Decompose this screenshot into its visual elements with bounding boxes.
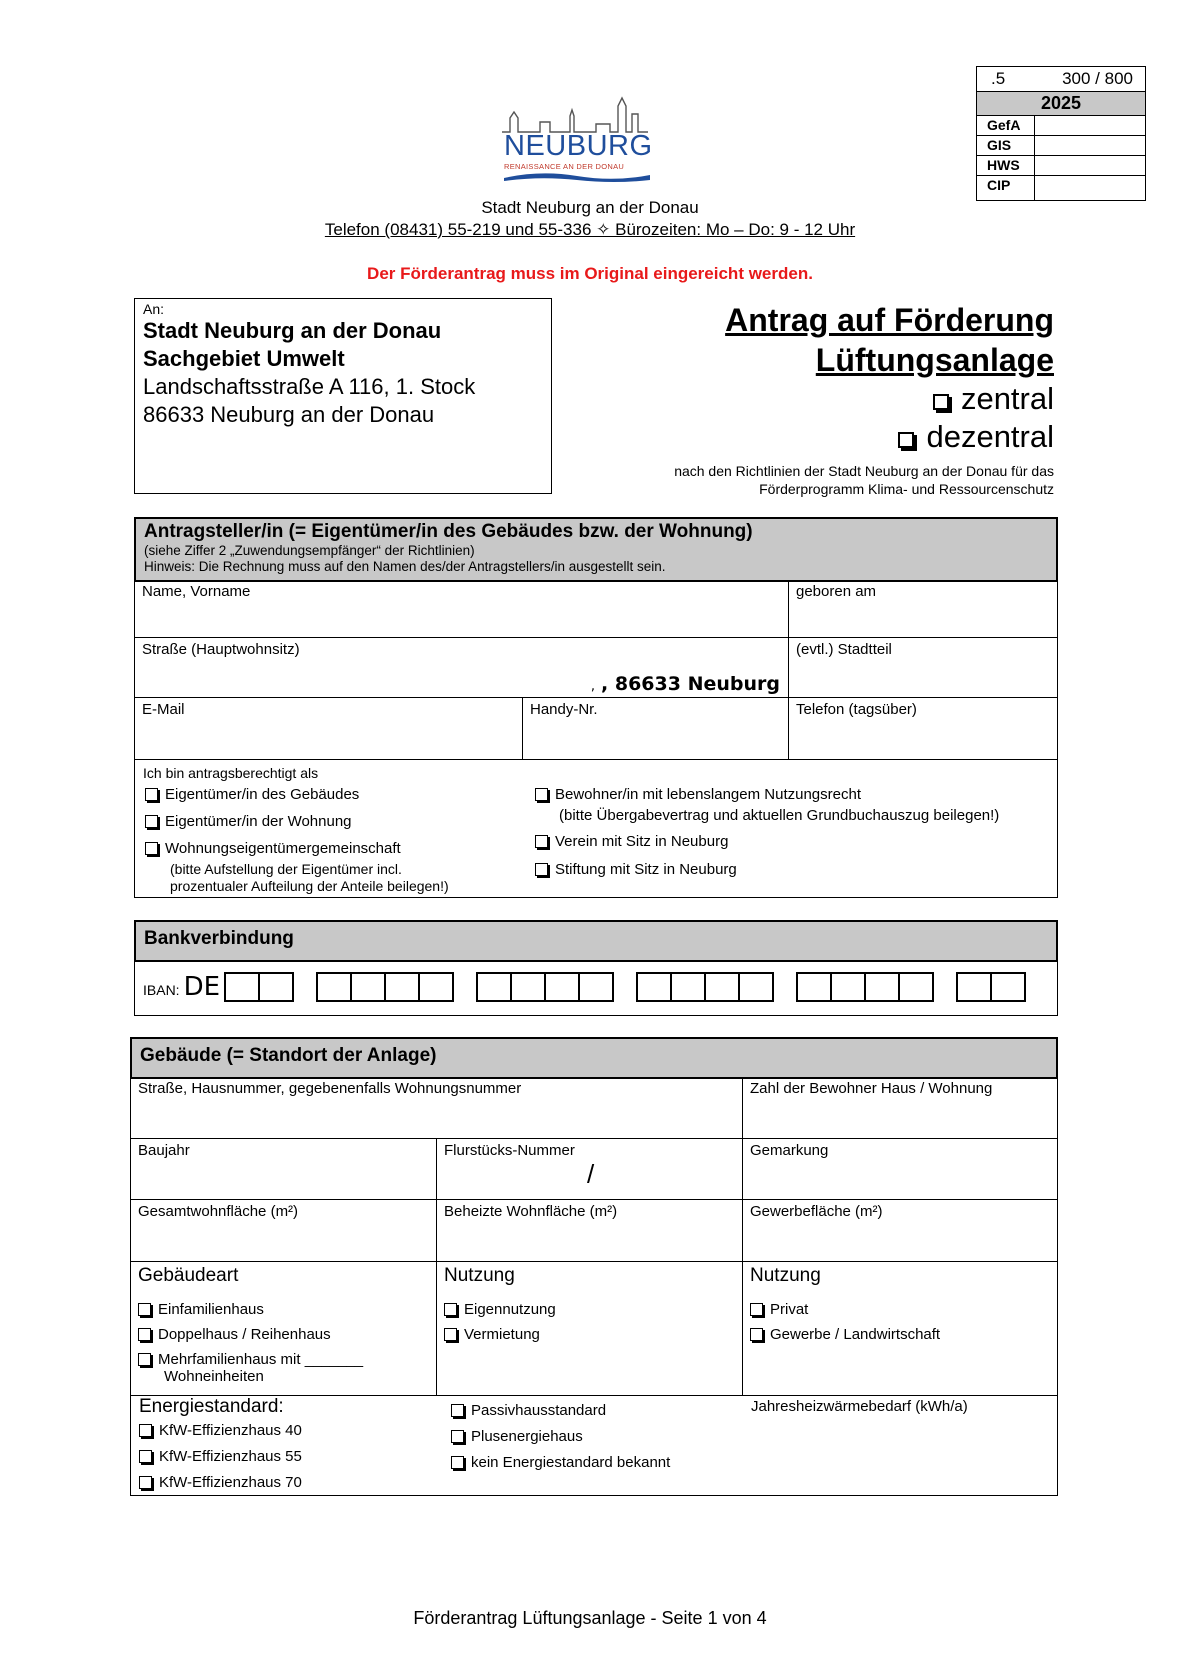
address-line1: Stadt Neuburg an der Donau — [143, 318, 442, 343]
option-kfw55[interactable] — [139, 1448, 302, 1465]
office-ref-left: .5 — [991, 69, 1006, 88]
resident-note: (bitte Übergabevertrag und aktuellen Grundbuchauszug beilegen!) — [559, 807, 1000, 824]
option-kfw70-label: KfW-Effizienzhaus 70 — [159, 1474, 302, 1491]
field-district-label: (evtl.) Stadtteil — [796, 641, 892, 658]
field-building-street-label: Straße, Hausnummer, gegebenenfalls Wohnungsnummer — [138, 1080, 522, 1097]
usage-type-group — [743, 1262, 1057, 1396]
eligibility-label: Ich bin antragsberechtigt als — [143, 765, 319, 781]
option-kfw70[interactable] — [139, 1474, 302, 1491]
applicant-note1: (siehe Ziffer 2 „Zuwendungsempfänger“ der Richtlinien) — [144, 543, 475, 558]
checkbox-owner-flat[interactable] — [145, 815, 158, 828]
option-plus-energy-label: Plusenergiehaus — [471, 1428, 583, 1445]
field-commercial-area[interactable] — [743, 1200, 1057, 1262]
option-no-standard[interactable] — [451, 1454, 670, 1471]
original-warning: Der Förderantrag muss im Original eingereicht werden. — [367, 264, 813, 283]
iban-row — [143, 972, 1026, 1002]
option-owner-building[interactable] — [145, 786, 359, 803]
address-line2: Sachgebiet Umwelt — [143, 346, 345, 371]
option-resident-label: Bewohner/in mit lebenslangem Nutzungsrecht — [555, 786, 861, 803]
header-city: Stadt Neuburg an der Donau — [481, 198, 699, 217]
option-passive-house[interactable] — [451, 1402, 606, 1419]
field-heat-demand-label: Jahresheizwärmebedarf (kWh/a) — [751, 1398, 968, 1415]
office-row-gis: GIS — [977, 136, 1035, 155]
option-own-use[interactable] — [444, 1301, 735, 1318]
office-row-cip: CIP — [977, 176, 1035, 200]
option-multi-family-label: Mehrfamilienhaus mit _______ — [158, 1351, 364, 1368]
energy-standard-group — [131, 1396, 1057, 1496]
field-phone[interactable] — [789, 698, 1057, 760]
option-semi-detached-label: Doppelhaus / Reihenhaus — [158, 1326, 331, 1343]
iban-group-1[interactable] — [316, 972, 454, 1002]
field-email-label: E-Mail — [142, 701, 185, 718]
field-total-area-label: Gesamtwohnfläche (m²) — [138, 1203, 299, 1220]
building-type-group — [131, 1262, 437, 1396]
checkbox-kfw55[interactable] — [139, 1450, 152, 1463]
iban-prefix: DE — [183, 972, 221, 1002]
field-street-label: Straße (Hauptwohnsitz) — [142, 641, 300, 658]
building-type-head: Gebäudeart — [138, 1265, 239, 1286]
option-semi-detached[interactable] — [138, 1326, 429, 1343]
logo-tagline: RENAISSANCE AN DER DONAU — [504, 162, 625, 171]
field-name[interactable] — [135, 580, 789, 638]
office-row-hws: HWS — [977, 156, 1035, 175]
option-club-label: Verein mit Sitz in Neuburg — [555, 833, 729, 850]
option-single-family[interactable] — [138, 1301, 429, 1318]
option-kfw40[interactable] — [139, 1422, 302, 1439]
field-parcel-number[interactable] — [437, 1139, 743, 1200]
checkbox-passive-house[interactable] — [451, 1404, 464, 1417]
option-multi-family[interactable] — [138, 1351, 429, 1368]
office-use-box — [976, 66, 1146, 201]
recipient-address — [134, 298, 552, 494]
checkbox-zentral[interactable] — [933, 394, 949, 410]
skyline-icon — [500, 92, 650, 134]
address-line4: 86633 Neuburg an der Donau — [143, 402, 435, 427]
guideline-note-2: Förderprogramm Klima- und Ressourcenschutz — [759, 481, 1054, 497]
logo-wordmark: NEUBURG — [504, 130, 653, 162]
building-head: Gebäude (= Standort der Anlage) — [140, 1045, 437, 1066]
checkbox-rental[interactable] — [444, 1328, 457, 1341]
field-gemarkung[interactable] — [743, 1139, 1057, 1200]
iban-group-3[interactable] — [636, 972, 774, 1002]
field-district[interactable] — [789, 638, 1057, 698]
field-name-label: Name, Vorname — [142, 583, 251, 600]
option-zentral-label: zentral — [960, 381, 1054, 416]
field-heat-demand[interactable] — [751, 1398, 968, 1415]
iban-group-4[interactable] — [796, 972, 934, 1002]
checkbox-kfw40[interactable] — [139, 1424, 152, 1437]
office-ref-right: 300 / 800 — [1062, 69, 1133, 88]
office-row-gefa: GefA — [977, 116, 1035, 135]
address-to: An: — [143, 301, 165, 317]
field-phone-label: Telefon (tagsüber) — [796, 701, 917, 718]
option-zentral[interactable] — [674, 380, 1054, 418]
option-single-family-label: Einfamilienhaus — [158, 1301, 264, 1318]
option-dezentral[interactable] — [674, 418, 1054, 456]
option-weg-label: Wohnungseigentümergemeinschaft — [165, 840, 401, 857]
option-no-standard-label: kein Energiestandard bekannt — [471, 1454, 671, 1471]
option-plus-energy[interactable] — [451, 1428, 583, 1445]
option-passive-house-label: Passivhausstandard — [471, 1402, 607, 1419]
option-resident[interactable] — [535, 786, 861, 803]
street-prefill: , 86633 Neuburg — [601, 673, 780, 695]
weg-note-1: (bitte Aufstellung der Eigentümer incl. — [170, 861, 402, 877]
field-commercial-area-label: Gewerbefläche (m²) — [750, 1203, 883, 1220]
usage-group — [437, 1262, 743, 1396]
field-residents[interactable] — [743, 1077, 1057, 1139]
iban-group-5[interactable] — [956, 972, 1026, 1002]
bank-section — [134, 960, 1058, 1016]
field-construction-year[interactable] — [131, 1139, 437, 1200]
energy-standard-head: Energiestandard: — [139, 1396, 284, 1417]
page-footer: Förderantrag Lüftungsanlage - Seite 1 von 4 — [413, 1608, 767, 1628]
option-rental-label: Vermietung — [464, 1326, 540, 1343]
applicant-note2: Hinweis: Die Rechnung muss auf den Namen des/der Antragstellers/in ausgestellt sein. — [144, 559, 666, 574]
iban-check-digits[interactable] — [224, 972, 294, 1002]
field-gemarkung-label: Gemarkung — [750, 1142, 829, 1159]
field-mobile-label: Handy-Nr. — [530, 701, 598, 718]
field-parcel-number-label: Flurstücks-Nummer — [444, 1142, 575, 1159]
field-birthdate[interactable] — [789, 580, 1057, 638]
building-section-header — [130, 1037, 1058, 1079]
checkbox-resident[interactable] — [535, 788, 548, 801]
checkbox-multi-family[interactable] — [138, 1353, 151, 1366]
option-dezentral-label: dezentral — [926, 419, 1054, 454]
bank-section-header — [134, 920, 1058, 962]
bank-head: Bankverbindung — [144, 928, 294, 949]
checkbox-plus-energy[interactable] — [451, 1430, 464, 1443]
river-wave-icon — [504, 172, 650, 182]
option-kfw55-label: KfW-Effizienzhaus 55 — [159, 1448, 302, 1465]
form-title-line2: Lüftungsanlage — [815, 342, 1054, 378]
guideline-note-1: nach den Richtlinien der Stadt Neuburg an der Donau für das — [674, 463, 1054, 479]
checkbox-owner-building[interactable] — [145, 788, 158, 801]
field-heated-area-label: Beheizte Wohnfläche (m²) — [444, 1203, 618, 1220]
checkbox-own-use[interactable] — [444, 1303, 457, 1316]
option-private-label: Privat — [770, 1301, 809, 1318]
field-email[interactable] — [135, 698, 523, 760]
form-title-line1: Antrag auf Förderung — [725, 302, 1054, 338]
field-construction-year-label: Baujahr — [138, 1142, 190, 1159]
option-owner-flat[interactable] — [145, 813, 352, 830]
usage-head: Nutzung — [444, 1265, 515, 1286]
field-residents-label: Zahl der Bewohner Haus / Wohnung — [750, 1080, 993, 1097]
option-private[interactable] — [750, 1301, 1050, 1318]
applicant-section — [134, 580, 1058, 898]
checkbox-foundation[interactable] — [535, 863, 548, 876]
office-year: 2025 — [1040, 93, 1082, 113]
field-street[interactable]: Straße (Hauptwohnsitz) , , 86633 Neuburg — [135, 638, 789, 698]
checkbox-single-family[interactable] — [138, 1303, 151, 1316]
address-line3: Landschaftsstraße A 116, 1. Stock — [143, 374, 476, 399]
multi-family-units: Wohneinheiten — [164, 1368, 264, 1385]
field-heated-area[interactable] — [437, 1200, 743, 1262]
weg-note — [170, 861, 449, 895]
checkbox-commercial[interactable] — [750, 1328, 763, 1341]
usage-type-head: Nutzung — [750, 1265, 821, 1286]
option-commercial-label: Gewerbe / Landwirtschaft — [770, 1326, 941, 1343]
checkbox-private[interactable] — [750, 1303, 763, 1316]
option-foundation-label: Stiftung mit Sitz in Neuburg — [555, 861, 737, 878]
iban-group-2[interactable] — [476, 972, 614, 1002]
option-owner-flat-label: Eigentümer/in der Wohnung — [165, 813, 352, 830]
applicant-head: Antragsteller/in (= Eigentümer/in des Gebäudes bzw. der Wohnung) — [144, 521, 753, 542]
checkbox-dezentral[interactable] — [898, 432, 914, 448]
option-weg[interactable] — [145, 840, 401, 857]
applicant-section-header — [134, 517, 1058, 582]
checkbox-no-standard[interactable] — [451, 1456, 464, 1469]
city-logo — [500, 92, 653, 182]
weg-note-2: prozentualer Aufteilung der Anteile beilegen!) — [170, 878, 449, 894]
field-birthdate-label: geboren am — [796, 583, 877, 600]
checkbox-club[interactable] — [535, 835, 548, 848]
parcel-slash: / — [587, 1159, 595, 1189]
checkbox-semi-detached[interactable] — [138, 1328, 151, 1341]
field-building-street[interactable] — [131, 1077, 743, 1139]
building-section — [130, 1077, 1058, 1496]
option-kfw40-label: KfW-Effizienzhaus 40 — [159, 1422, 302, 1439]
checkbox-weg[interactable] — [145, 842, 158, 855]
header-contact: Telefon (08431) 55-219 und 55-336 ✧ Bürozeiten: Mo – Do: 9 - 12 Uhr — [324, 220, 856, 239]
option-commercial[interactable] — [750, 1326, 1050, 1343]
option-own-use-label: Eigennutzung — [464, 1301, 556, 1318]
checkbox-kfw70[interactable] — [139, 1476, 152, 1489]
option-foundation[interactable] — [535, 861, 737, 878]
form-title-block — [674, 300, 1054, 498]
iban-label: IBAN: — [143, 982, 180, 998]
option-club[interactable] — [535, 833, 728, 850]
option-owner-building-label: Eigentümer/in des Gebäudes — [165, 786, 360, 803]
field-total-area[interactable] — [131, 1200, 437, 1262]
option-rental[interactable] — [444, 1326, 735, 1343]
field-mobile[interactable] — [523, 698, 789, 760]
